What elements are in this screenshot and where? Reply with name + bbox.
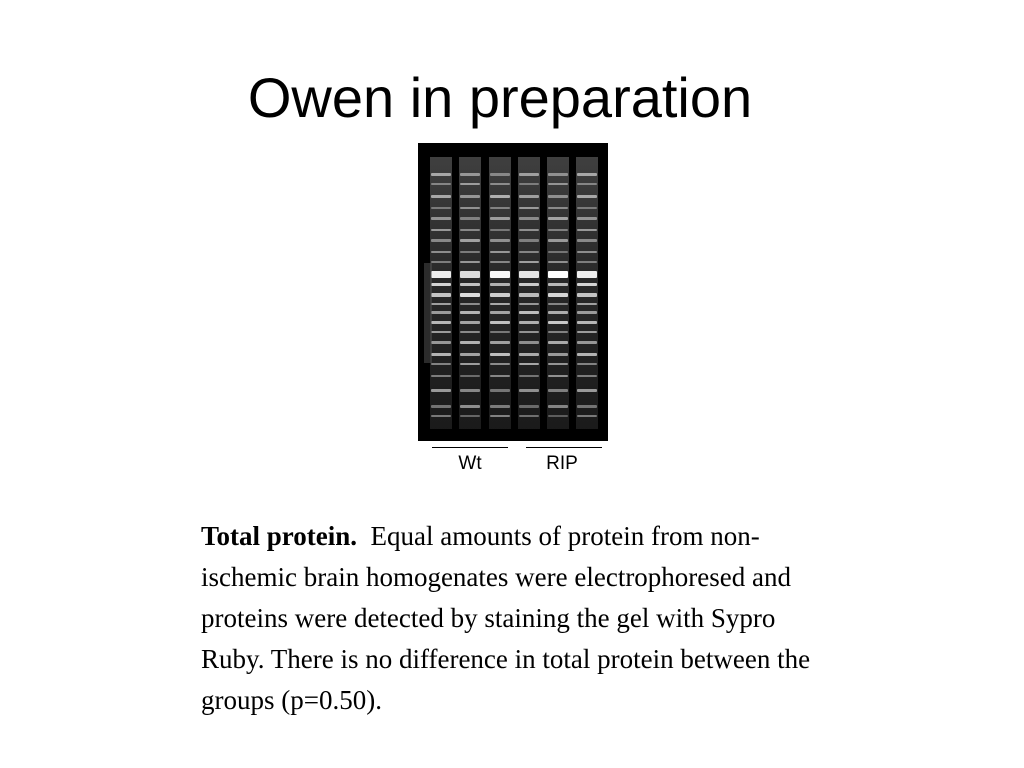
gel-band — [490, 405, 510, 408]
gel-band — [577, 311, 597, 314]
gel-band — [460, 405, 480, 408]
gel-band — [519, 271, 539, 278]
gel-band — [490, 251, 510, 253]
caption-body: Equal amounts of protein from non-ischemic brain homogenates were electrophoresed and proteins were detected by staining the gel with Sypro Ruby. There is no difference in total protein between the groups (p=0.50). — [201, 521, 811, 715]
gel-band — [490, 173, 510, 176]
gel-band — [431, 341, 451, 344]
gel-band — [519, 389, 539, 392]
gel-band — [431, 311, 451, 314]
gel-band — [519, 239, 539, 242]
gel-band — [460, 195, 480, 198]
gel-band — [577, 183, 597, 185]
gel-band — [460, 321, 480, 324]
gel-band — [519, 251, 539, 253]
gel-band — [460, 331, 480, 333]
gel-band — [548, 239, 568, 242]
gel-band — [490, 217, 510, 220]
gel-band — [490, 375, 510, 377]
gel-band — [577, 251, 597, 253]
gel-figure — [418, 143, 608, 477]
gel-band — [548, 363, 568, 365]
gel-band — [577, 353, 597, 356]
gel-smear — [424, 263, 432, 363]
gel-band — [490, 229, 510, 231]
gel-band — [577, 195, 597, 198]
gel-band — [431, 207, 451, 209]
gel-band — [431, 229, 451, 231]
gel-band — [548, 331, 568, 333]
gel-band — [548, 195, 568, 198]
gel-band — [490, 293, 510, 297]
gel-band — [431, 321, 451, 324]
gel-band — [460, 389, 480, 392]
gel-band — [431, 271, 451, 278]
gel-band — [431, 363, 451, 365]
gel-band — [490, 353, 510, 356]
gel-band — [431, 353, 451, 356]
gel-band — [431, 195, 451, 198]
gel-band — [460, 415, 480, 417]
gel-band — [490, 195, 510, 198]
gel-band — [577, 207, 597, 209]
gel-band — [548, 321, 568, 324]
gel-band — [460, 353, 480, 356]
caption-lead: Total protein. — [201, 521, 358, 551]
gel-band — [460, 341, 480, 344]
gel-band — [431, 331, 451, 333]
gel-band — [490, 283, 510, 286]
gel-band — [548, 311, 568, 314]
gel-band — [460, 207, 480, 209]
gel-band — [460, 283, 480, 286]
gel-band — [548, 261, 568, 263]
gel-band — [548, 303, 568, 305]
gel-band — [548, 217, 568, 220]
gel-band — [490, 389, 510, 392]
gel-band — [577, 217, 597, 220]
gel-band — [519, 229, 539, 231]
gel-band — [490, 207, 510, 209]
wt-group-label: Wt — [458, 453, 482, 474]
gel-band — [490, 239, 510, 242]
figure-caption — [201, 516, 821, 721]
gel-band — [577, 303, 597, 305]
gel-band — [490, 303, 510, 305]
gel-band — [548, 405, 568, 408]
gel-band — [519, 195, 539, 198]
gel-band — [577, 389, 597, 392]
gel-band — [519, 173, 539, 176]
gel-band — [460, 261, 480, 263]
gel-band — [519, 207, 539, 209]
gel-band — [431, 389, 451, 392]
gel-band — [577, 283, 597, 286]
gel-band — [431, 173, 451, 176]
gel-band — [519, 321, 539, 324]
gel-band — [577, 293, 597, 297]
gel-band — [431, 283, 451, 286]
gel-band — [577, 331, 597, 333]
gel-band — [577, 321, 597, 324]
slide-title: Owen in preparation — [247, 66, 753, 129]
gel-image — [418, 143, 608, 441]
gel-band — [548, 207, 568, 209]
gel-band — [577, 261, 597, 263]
gel-band — [490, 415, 510, 417]
gel-band — [460, 311, 480, 314]
gel-band — [519, 303, 539, 305]
gel-band — [460, 217, 480, 220]
gel-band — [577, 229, 597, 231]
gel-band — [431, 217, 451, 220]
gel-band — [519, 261, 539, 263]
gel-band — [490, 341, 510, 344]
gel-band — [490, 311, 510, 314]
gel-band — [431, 293, 451, 297]
gel-band — [548, 341, 568, 344]
gel-band — [548, 229, 568, 231]
gel-band — [460, 293, 480, 297]
gel-band — [548, 271, 568, 278]
gel-band — [577, 363, 597, 365]
gel-band — [431, 415, 451, 417]
gel-band — [519, 375, 539, 377]
gel-band — [519, 405, 539, 408]
gel-band — [519, 311, 539, 314]
gel-band — [490, 331, 510, 333]
gel-band — [548, 283, 568, 286]
gel-band — [577, 375, 597, 377]
gel-band — [431, 375, 451, 377]
gel-band — [490, 271, 510, 278]
gel-band — [519, 283, 539, 286]
gel-band — [548, 183, 568, 185]
gel-band — [519, 183, 539, 185]
wt-group-line — [432, 447, 508, 448]
gel-band — [431, 261, 451, 263]
gel-band — [577, 239, 597, 242]
gel-band — [460, 173, 480, 176]
gel-band — [490, 183, 510, 185]
gel-band — [519, 363, 539, 365]
gel-band — [490, 261, 510, 263]
gel-band — [519, 415, 539, 417]
gel-band — [460, 271, 480, 278]
gel-band — [548, 293, 568, 297]
gel-band — [519, 341, 539, 344]
gel-band — [548, 251, 568, 253]
gel-band — [460, 239, 480, 242]
gel-band — [460, 229, 480, 231]
gel-band — [460, 251, 480, 253]
gel-band — [548, 173, 568, 176]
gel-band — [548, 375, 568, 377]
gel-band — [460, 183, 480, 185]
gel-band — [548, 415, 568, 417]
gel-band — [431, 303, 451, 305]
rip-group-label: RIP — [546, 453, 578, 474]
gel-band — [577, 341, 597, 344]
gel-band — [490, 321, 510, 324]
gel-band — [460, 363, 480, 365]
gel-band — [519, 293, 539, 297]
gel-band — [548, 389, 568, 392]
gel-band — [577, 415, 597, 417]
gel-band — [577, 405, 597, 408]
gel-band — [577, 271, 597, 278]
gel-band — [431, 405, 451, 408]
gel-band — [431, 251, 451, 253]
gel-band — [460, 375, 480, 377]
gel-band — [519, 353, 539, 356]
gel-band — [431, 239, 451, 242]
gel-band — [577, 173, 597, 176]
gel-band — [548, 353, 568, 356]
rip-group-line — [526, 447, 602, 448]
gel-band — [519, 217, 539, 220]
gel-band — [490, 363, 510, 365]
gel-band — [460, 303, 480, 305]
gel-band — [431, 183, 451, 185]
gel-band — [519, 331, 539, 333]
